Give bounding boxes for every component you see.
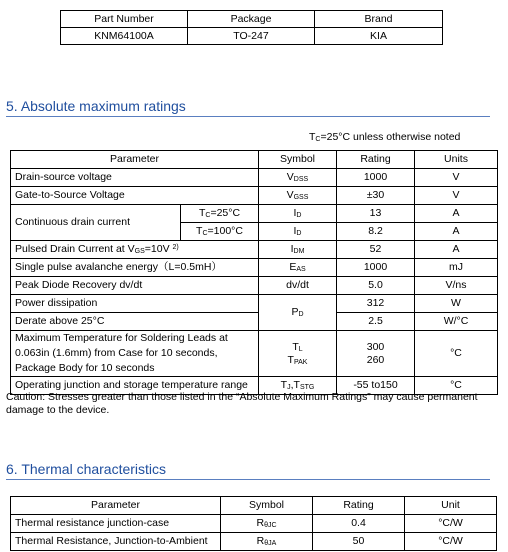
thermal-header-row (11, 497, 497, 515)
thermal-header-symbol: Symbol (221, 497, 313, 515)
unit-cell: W/°C (415, 313, 498, 331)
param-cell: Single pulse avalanche energy（L=0.5mH） (11, 259, 259, 277)
amr-header-rating: Rating (337, 151, 415, 169)
amr-header-units: Units (415, 151, 498, 169)
table-row (11, 241, 498, 259)
amr-header-row (11, 151, 498, 169)
param-cell: Drain-source voltage (11, 169, 259, 187)
note-text: =25°C unless otherwise noted (320, 131, 461, 143)
rating-cell: ±30 (337, 187, 415, 205)
section-5-heading (6, 98, 186, 114)
part-header-package: Package (188, 11, 315, 28)
unit-cell: V (415, 169, 498, 187)
table-row (11, 277, 498, 295)
rating-cell: 2.5 (337, 313, 415, 331)
rating-cell: 13 (337, 205, 415, 223)
table-row (11, 515, 497, 533)
condition-cell: $T_C=100^\circ C$ (181, 223, 259, 241)
table-row (11, 331, 498, 377)
symbol-cell: $T_L$ $T_{PAK}$ (259, 331, 337, 377)
symbol-cell: $P_D$ (259, 295, 337, 331)
rating-cell: 5.0 (337, 277, 415, 295)
unit-cell: W (415, 295, 498, 313)
unit-cell: V (415, 187, 498, 205)
thermal-header-unit: Unit (405, 497, 497, 515)
symbol-cell: $I_D$ (259, 205, 337, 223)
param-cell: Thermal Resistance, Junction-to-Ambient (11, 533, 221, 551)
rating-cell: 50 (313, 533, 405, 551)
unit-cell: mJ (415, 259, 498, 277)
table-row (11, 259, 498, 277)
rating-cell: 0.4 (313, 515, 405, 533)
absolute-max-ratings-table (10, 150, 498, 395)
unit-cell: A (415, 241, 498, 259)
section-5-divider (6, 116, 490, 117)
package-value: TO-247 (188, 28, 315, 45)
rating-cell: 8.2 (337, 223, 415, 241)
unit-cell: °C (415, 331, 498, 377)
symbol-cell: $V_{GSS}$ (259, 187, 337, 205)
symbol-cell: dv/dt (259, 277, 337, 295)
thermal-header-parameter: Parameter (11, 497, 221, 515)
section-6-title: Thermal characteristics (21, 461, 167, 477)
unit-cell: °C (415, 377, 498, 395)
part-table-header-row (61, 11, 443, 28)
rating-cell: 1000 (337, 169, 415, 187)
param-cell: Gate-to-Source Voltage (11, 187, 259, 205)
table-row (11, 533, 497, 551)
note-t-sub: C (315, 136, 321, 143)
part-table-row (61, 28, 443, 45)
table-row (11, 205, 498, 223)
thermal-characteristics-table (10, 496, 497, 551)
amr-header-parameter: Parameter (11, 151, 259, 169)
symbol-cell: $V_{DSS}$ (259, 169, 337, 187)
param-cell: Thermal resistance junction-case (11, 515, 221, 533)
param-cell: Peak Diode Recovery dv/dt (11, 277, 259, 295)
symbol-cell: $I_{DM}$ (259, 241, 337, 259)
symbol-cell: $T_J,T_{STG}$ (259, 377, 337, 395)
part-header-part-number: Part Number (61, 11, 188, 28)
param-cell: Derate above 25°C (11, 313, 259, 331)
section-6-divider (6, 479, 490, 480)
section-5-number: 5. (6, 98, 18, 114)
thermal-header-rating: Rating (313, 497, 405, 515)
table-row (11, 313, 498, 331)
symbol-cell: $R_{\theta JA}$ (221, 533, 313, 551)
part-info-table (60, 10, 443, 45)
symbol-cell: $I_D$ (259, 223, 337, 241)
symbol-cell: $E_{AS}$ (259, 259, 337, 277)
param-cell: Operating junction and storage temperature range (11, 377, 259, 395)
brand-value: KIA (315, 28, 443, 45)
section-6-number: 6. (6, 461, 18, 477)
unit-cell: °C/W (405, 515, 497, 533)
rating-cell: 52 (337, 241, 415, 259)
caution-note: Caution: Stresses greater than those listed in the “Absolute Maximum Ratings” may cause permanent damage to the device. (6, 391, 478, 416)
symbol-cell: $R_{\theta JC}$ (221, 515, 313, 533)
rating-cell: 312 (337, 295, 415, 313)
rating-cell: 1000 (337, 259, 415, 277)
table-row (11, 169, 498, 187)
section-6-heading (6, 461, 166, 477)
unit-cell: °C/W (405, 533, 497, 551)
unit-cell: A (415, 205, 498, 223)
amr-header-symbol: Symbol (259, 151, 337, 169)
section-5-title: Absolute maximum ratings (20, 98, 186, 114)
conditions-note (309, 131, 460, 143)
rating-cell: 300 260 (337, 331, 415, 377)
param-cell: Maximum Temperature for Soldering Leads at 0.063in (1.6mm) from Case for 10 seconds, Package Body for 10 seconds (11, 331, 259, 377)
note-t: T (309, 131, 316, 143)
unit-cell: V/ns (415, 277, 498, 295)
part-number-value: KNM64100A (61, 28, 188, 45)
condition-cell: $T_C=25^\circ C$ (181, 205, 259, 223)
table-row (11, 295, 498, 313)
table-row (11, 187, 498, 205)
rating-cell: -55 to150 (337, 377, 415, 395)
param-cell: Continuous drain current (11, 205, 181, 241)
unit-cell: A (415, 223, 498, 241)
param-cell: Pulsed Drain Current at $V_{GS}=10V$ $^{2)}$ (11, 241, 259, 259)
param-cell: Power dissipation (11, 295, 259, 313)
part-header-brand: Brand (315, 11, 443, 28)
